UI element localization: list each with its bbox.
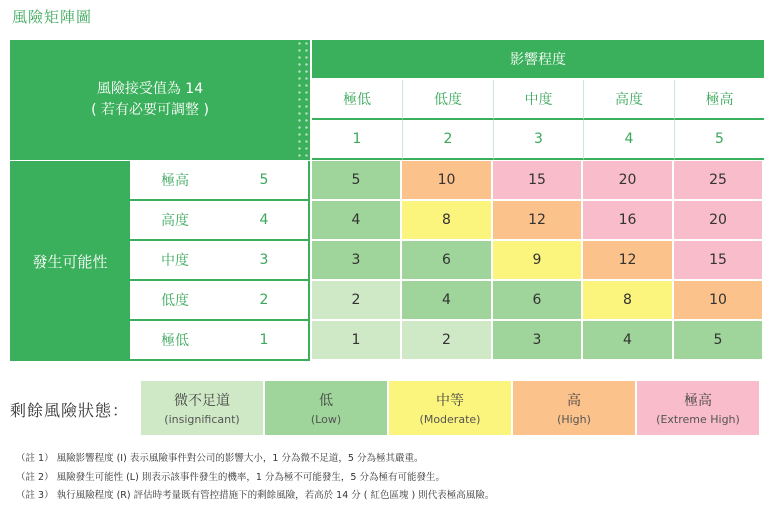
column-label: 極低 bbox=[312, 80, 402, 120]
row-label: 高度 bbox=[130, 201, 220, 241]
legend-item-label: 高 bbox=[567, 393, 581, 409]
acceptance-line-2: ( 若有必要可調整 ) bbox=[91, 102, 209, 118]
legend-item-english: (Extreme High) bbox=[656, 413, 740, 426]
matrix-cell: 16 bbox=[583, 201, 674, 241]
legend-item-english: (Moderate) bbox=[419, 413, 481, 426]
legend-item-label: 微不足道 bbox=[174, 393, 230, 409]
page-title: 風險矩陣圖 bbox=[12, 8, 93, 26]
matrix-cell: 8 bbox=[583, 281, 674, 321]
matrix-cell: 6 bbox=[493, 281, 583, 321]
column-score: 1 bbox=[312, 120, 402, 160]
row-label: 中度 bbox=[130, 241, 220, 281]
column-score: 5 bbox=[674, 120, 764, 160]
column-score: 4 bbox=[583, 120, 674, 160]
legend-item bbox=[389, 381, 513, 435]
matrix-cell: 5 bbox=[312, 161, 402, 201]
matrix-cell: 9 bbox=[493, 241, 583, 281]
dot-pattern bbox=[296, 40, 310, 158]
note-1: （註 1） 風險影響程度 (I) 表示風險事件對公司的影響大小，1 分為微不足道，5 分為極其嚴重。 bbox=[16, 453, 424, 464]
legend-item bbox=[513, 381, 637, 435]
row-score: 3 bbox=[220, 241, 310, 281]
matrix-cell: 12 bbox=[583, 241, 674, 281]
row-score: 4 bbox=[220, 201, 310, 241]
legend-item bbox=[265, 381, 389, 435]
matrix-cell: 2 bbox=[402, 321, 493, 361]
matrix-cell: 4 bbox=[583, 321, 674, 361]
legend-item-english: (High) bbox=[557, 413, 591, 426]
row-score: 1 bbox=[220, 321, 310, 361]
matrix-cell: 5 bbox=[674, 321, 764, 361]
matrix-cell: 6 bbox=[402, 241, 493, 281]
matrix-cell: 15 bbox=[674, 241, 764, 281]
matrix-cell: 3 bbox=[493, 321, 583, 361]
note-2: （註 2） 風險發生可能性 (L) 則表示該事件發生的機率，1 分為極不可能發生，5 分為極有可能發生。 bbox=[16, 471, 445, 483]
matrix-cell: 3 bbox=[312, 241, 402, 281]
column-label: 中度 bbox=[493, 80, 583, 120]
column-label: 高度 bbox=[583, 80, 674, 120]
matrix-cell: 10 bbox=[674, 281, 764, 321]
legend-label: 剩餘風險狀態： bbox=[10, 401, 130, 420]
legend-item-english: (insignificant) bbox=[164, 413, 240, 426]
legend-item bbox=[141, 381, 265, 435]
legend-item bbox=[637, 381, 761, 435]
matrix-cell: 20 bbox=[583, 161, 674, 201]
column-label: 低度 bbox=[402, 80, 493, 120]
legend-item-label: 低 bbox=[319, 393, 333, 409]
matrix-cell: 4 bbox=[312, 201, 402, 241]
matrix-cell: 8 bbox=[402, 201, 493, 241]
notes bbox=[16, 450, 494, 506]
matrix-cell: 2 bbox=[312, 281, 402, 321]
row-score: 5 bbox=[220, 161, 310, 201]
column-score: 2 bbox=[402, 120, 493, 160]
column-label: 極高 bbox=[674, 80, 764, 120]
likelihood-title: 發生可能性 bbox=[10, 161, 130, 361]
matrix-cell: 10 bbox=[402, 161, 493, 201]
column-score: 3 bbox=[493, 120, 583, 160]
legend-item-english: (Low) bbox=[310, 413, 342, 426]
row-label: 極低 bbox=[130, 321, 220, 361]
matrix-cell: 20 bbox=[674, 201, 764, 241]
matrix-cell: 1 bbox=[312, 321, 402, 361]
acceptance-box bbox=[10, 40, 310, 160]
acceptance-line-1: 風險接受值為 14 bbox=[96, 81, 204, 97]
impact-title: 影響程度 bbox=[312, 40, 764, 80]
row-score: 2 bbox=[220, 281, 310, 321]
legend-item-label: 中等 bbox=[436, 393, 464, 409]
note-3: （註 3） 執行風險程度 (R) 評估時考量既有管控措施下的剩餘風險，若高於 14 分 ( 紅色區塊 ) 則代表極高風險。 bbox=[16, 490, 495, 501]
row-label: 低度 bbox=[130, 281, 220, 321]
matrix-cell: 4 bbox=[402, 281, 493, 321]
matrix-cell: 12 bbox=[493, 201, 583, 241]
legend-item-label: 極高 bbox=[684, 393, 712, 409]
row-label: 極高 bbox=[130, 161, 220, 201]
matrix-cell: 25 bbox=[674, 161, 764, 201]
matrix-cell: 15 bbox=[493, 161, 583, 201]
